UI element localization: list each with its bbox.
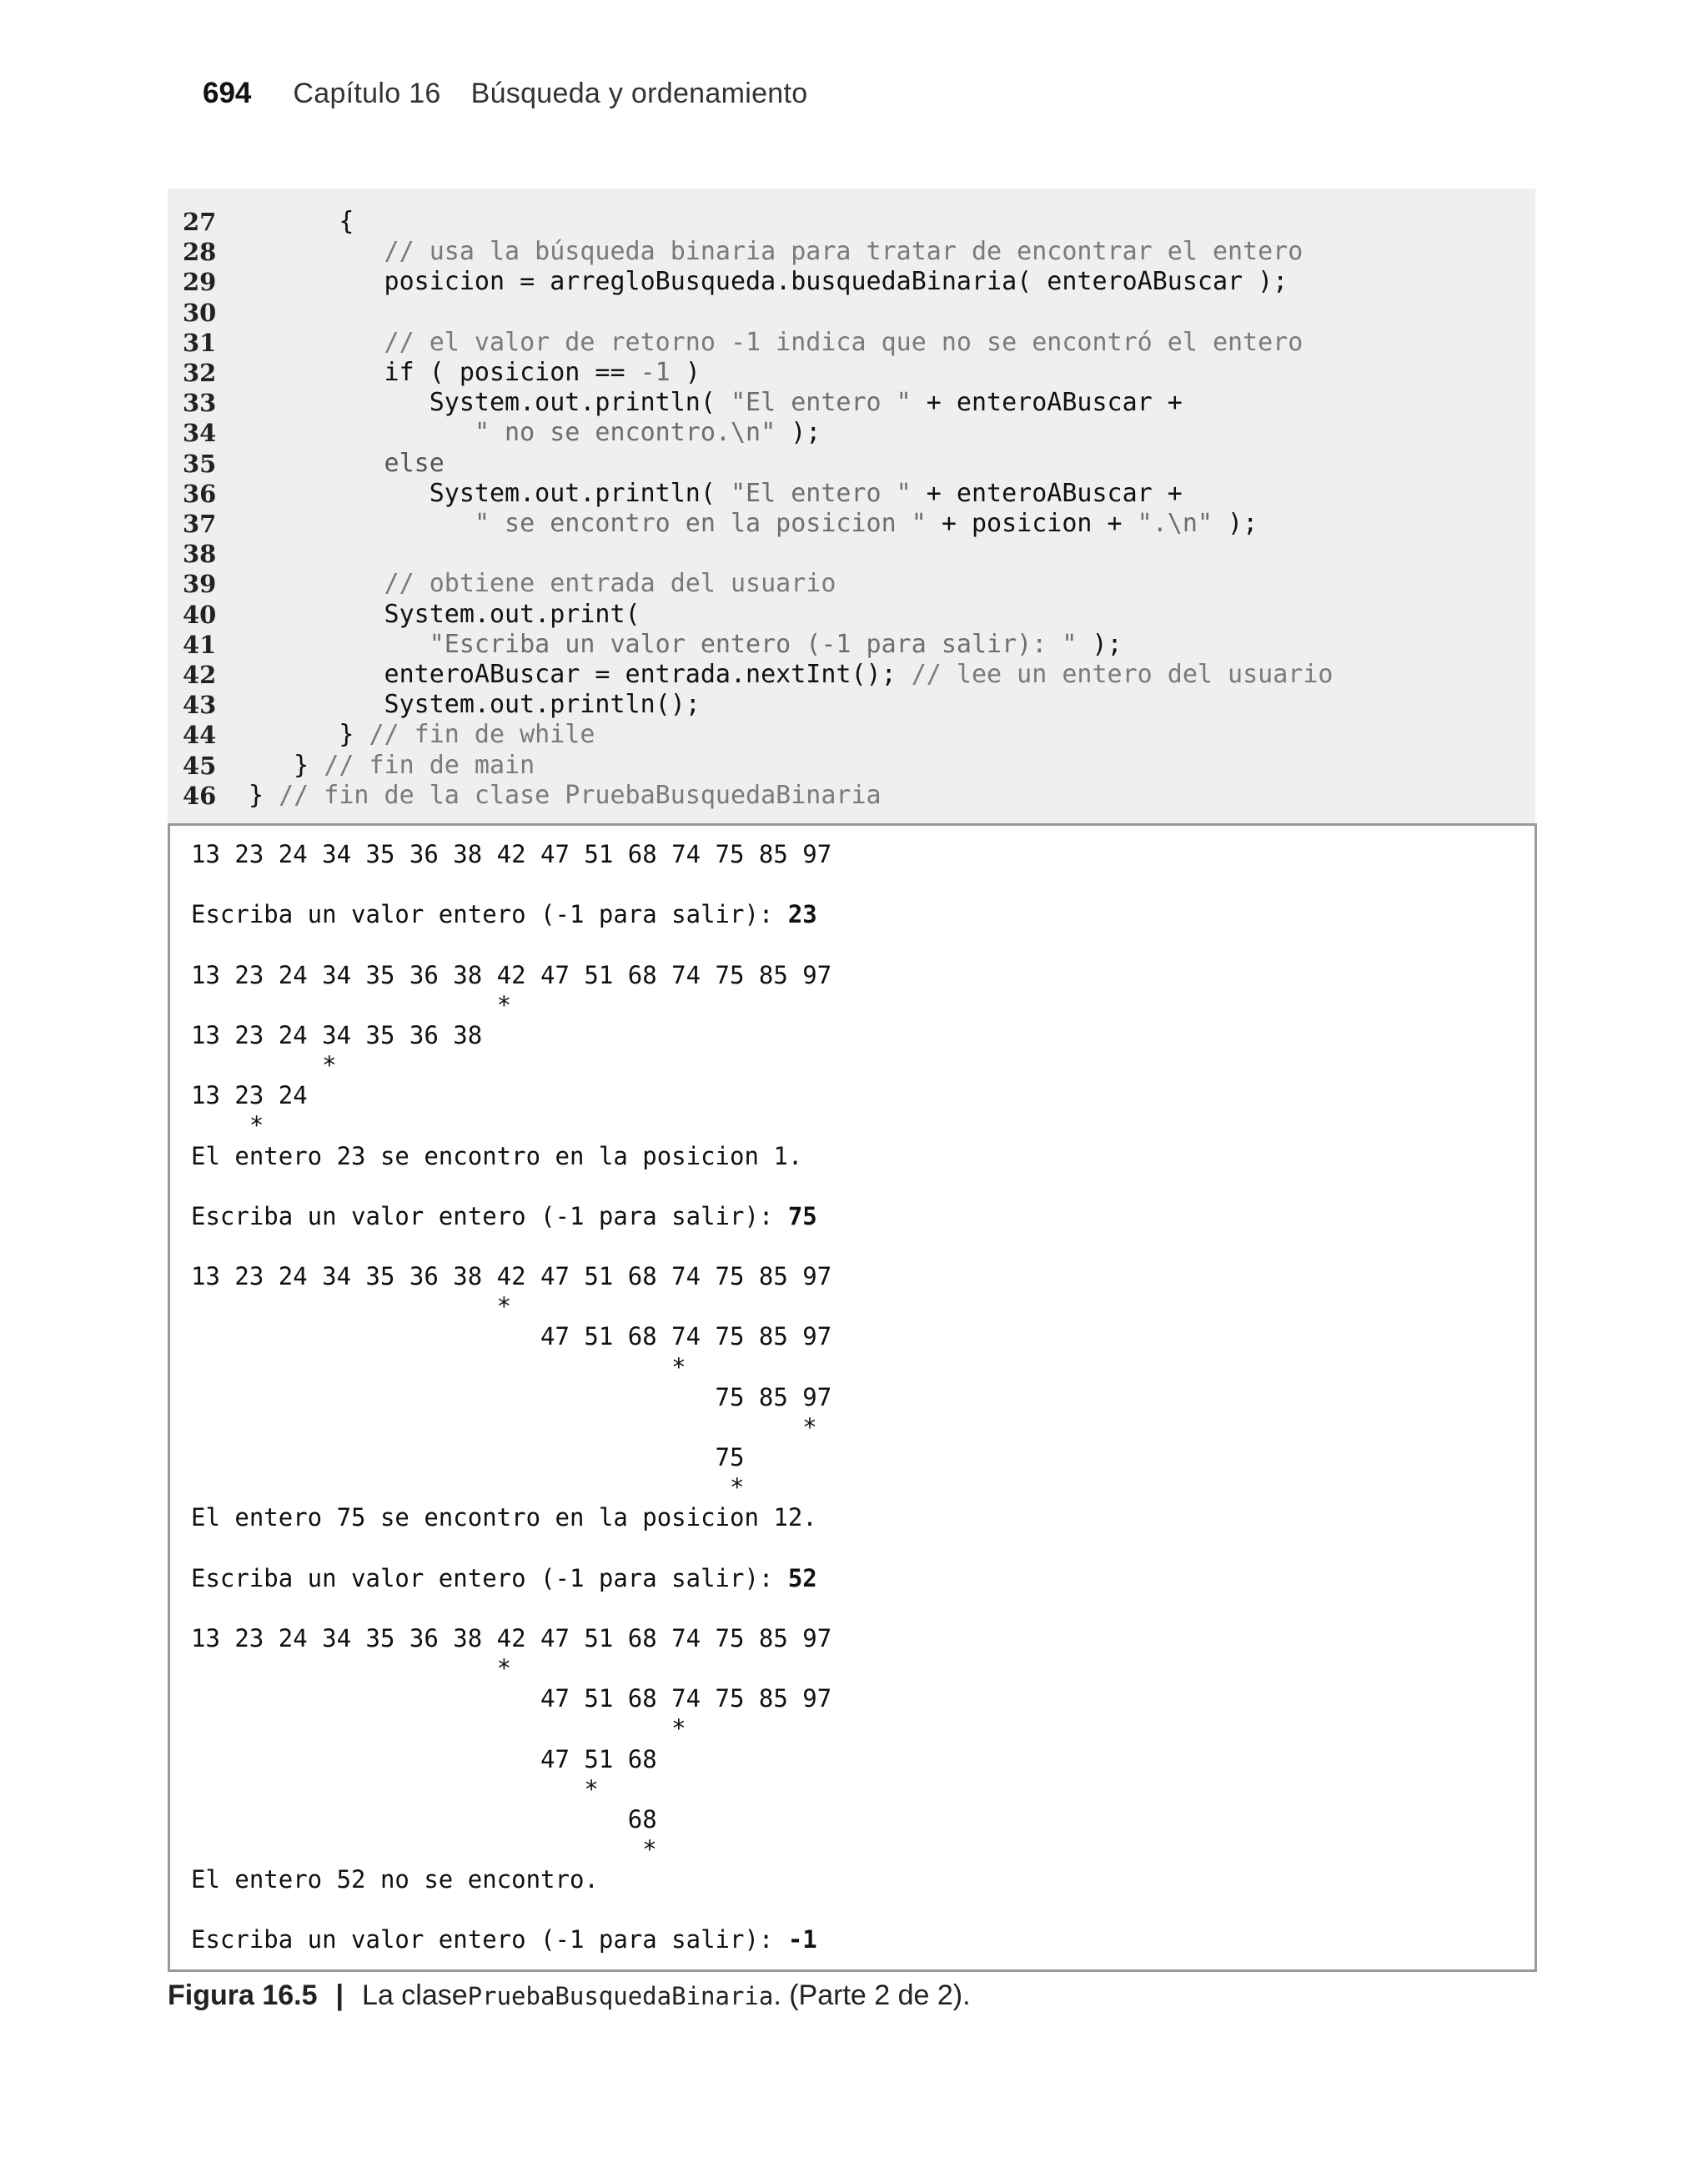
output-text: 47 51 68 bbox=[191, 1744, 657, 1773]
output-line bbox=[191, 1683, 831, 1713]
page-header bbox=[203, 77, 807, 123]
output-line bbox=[191, 1201, 817, 1231]
output-line bbox=[191, 1924, 817, 1954]
output-line bbox=[191, 1050, 337, 1080]
output-text: 13 23 24 bbox=[191, 1081, 308, 1110]
output-text: 13 23 24 34 35 36 38 42 47 51 68 74 75 85 97 bbox=[191, 1623, 832, 1652]
line-number: 31 bbox=[183, 328, 217, 357]
code-token: -1 bbox=[640, 358, 671, 387]
output-line bbox=[191, 1472, 744, 1502]
code-token: // obtiene entrada del usuario bbox=[249, 569, 836, 599]
code-token: System.out.println( bbox=[249, 388, 731, 418]
code-token: "Escriba un valor entero (-1 para salir): " bbox=[249, 629, 1078, 659]
code-token: // lee un entero del usuario bbox=[911, 660, 1334, 689]
line-number: 28 bbox=[183, 238, 217, 267]
code-text bbox=[249, 388, 1183, 418]
code-token: ) bbox=[670, 358, 701, 387]
code-token: // usa la búsqueda binaria para tratar de encontrar el entero bbox=[249, 237, 1304, 267]
output-text: Escriba un valor entero (-1 para salir): bbox=[191, 1201, 788, 1230]
output-line bbox=[191, 1653, 511, 1683]
code-token: "El entero " bbox=[730, 478, 912, 508]
code-text bbox=[249, 418, 821, 448]
user-input-value: -1 bbox=[787, 1925, 817, 1954]
line-number: 44 bbox=[183, 721, 217, 750]
output-line bbox=[191, 1080, 308, 1110]
output-line bbox=[191, 1020, 482, 1050]
line-number: 40 bbox=[183, 600, 217, 629]
output-text: El entero 23 se encontro en la posicion 1. bbox=[191, 1141, 803, 1170]
code-token: " no se encontro.\n" bbox=[474, 418, 776, 448]
caption-label: Figura 16.5 bbox=[168, 1979, 318, 2011]
output-line bbox=[191, 1261, 831, 1291]
line-number: 43 bbox=[183, 691, 217, 720]
output-text: * bbox=[191, 1714, 686, 1743]
code-text bbox=[249, 358, 701, 388]
user-input-value: 52 bbox=[787, 1563, 817, 1592]
code-token: posicion = arregloBusqueda.busquedaBinaria( enteroABuscar ); bbox=[249, 267, 1289, 297]
code-token: System.out.print( bbox=[249, 599, 640, 629]
code-token: "El entero " bbox=[730, 388, 912, 418]
output-line bbox=[191, 1563, 817, 1593]
output-line bbox=[191, 1352, 686, 1382]
output-text: 68 bbox=[191, 1804, 657, 1833]
code-token bbox=[249, 418, 475, 447]
output-text: * bbox=[191, 1352, 686, 1381]
output-text: El entero 52 no se encontro. bbox=[191, 1865, 599, 1894]
code-token: // fin de main bbox=[324, 750, 535, 780]
code-token: ); bbox=[1077, 629, 1123, 659]
output-text: 13 23 24 34 35 36 38 42 47 51 68 74 75 85 97 bbox=[191, 840, 832, 868]
code-listing bbox=[168, 189, 1535, 823]
code-token: System.out.println( bbox=[249, 478, 731, 508]
output-text: 13 23 24 34 35 36 38 bbox=[191, 1020, 483, 1049]
line-number: 42 bbox=[183, 661, 217, 689]
line-number: 27 bbox=[183, 208, 217, 236]
code-text bbox=[249, 479, 1183, 509]
user-input-value: 75 bbox=[787, 1201, 817, 1230]
line-number: 37 bbox=[183, 510, 217, 538]
output-line bbox=[191, 1774, 599, 1804]
code-text bbox=[249, 449, 445, 479]
code-token: System.out.println(); bbox=[249, 690, 701, 720]
line-number: 45 bbox=[183, 751, 217, 780]
chapter-title: Búsqueda y ordenamiento bbox=[470, 78, 808, 109]
output-text: * bbox=[191, 1834, 657, 1864]
code-text bbox=[249, 328, 1303, 358]
line-number: 33 bbox=[183, 389, 217, 418]
code-text bbox=[249, 237, 1303, 267]
code-token: // fin de la clase PruebaBusquedaBinaria bbox=[279, 780, 882, 810]
code-token: ); bbox=[776, 418, 821, 448]
line-number: 39 bbox=[183, 570, 217, 599]
output-text: Escriba un valor entero (-1 para salir): bbox=[191, 1925, 788, 1954]
caption-separator: | bbox=[335, 1979, 344, 2011]
code-token: if ( posicion == bbox=[249, 358, 640, 387]
output-line bbox=[191, 1442, 744, 1472]
output-line bbox=[191, 1110, 264, 1140]
figure-caption bbox=[168, 1979, 971, 2012]
code-token: + enteroABuscar + bbox=[911, 388, 1183, 418]
code-token: else bbox=[249, 448, 445, 478]
code-text bbox=[249, 630, 1123, 660]
page-number: 694 bbox=[203, 77, 252, 109]
output-line bbox=[191, 1713, 686, 1743]
line-number: 32 bbox=[183, 359, 217, 387]
output-text: * bbox=[191, 990, 512, 1019]
code-text bbox=[249, 267, 1288, 297]
code-token: } bbox=[249, 780, 279, 810]
code-token bbox=[249, 509, 475, 538]
output-text: Escriba un valor entero (-1 para salir): bbox=[191, 900, 788, 929]
code-token: // el valor de retorno -1 indica que no se encontró el entero bbox=[249, 327, 1304, 357]
output-line bbox=[191, 1291, 511, 1321]
line-number: 41 bbox=[183, 630, 217, 659]
code-token: + posicion + bbox=[926, 509, 1138, 538]
output-text: 13 23 24 34 35 36 38 42 47 51 68 74 75 85 97 bbox=[191, 960, 832, 989]
output-text: El entero 75 se encontro en la posicion 12. bbox=[191, 1503, 817, 1532]
output-text: * bbox=[191, 1292, 512, 1321]
output-text: * bbox=[191, 1111, 264, 1140]
code-text bbox=[249, 600, 640, 630]
line-number: 36 bbox=[183, 479, 217, 508]
output-line bbox=[191, 839, 831, 869]
output-line bbox=[191, 1864, 599, 1894]
output-line bbox=[191, 1623, 831, 1653]
code-text bbox=[249, 207, 354, 237]
program-output bbox=[168, 823, 1537, 1972]
code-token: ); bbox=[1212, 509, 1258, 538]
line-number: 38 bbox=[183, 540, 217, 569]
line-number: 30 bbox=[183, 298, 217, 327]
code-text bbox=[249, 660, 1333, 690]
caption-class-name: PruebaBusquedaBinaria bbox=[467, 1982, 774, 2010]
line-number: 35 bbox=[183, 449, 217, 478]
code-token: { bbox=[249, 207, 354, 236]
code-token: ".\n" bbox=[1137, 509, 1213, 538]
output-line bbox=[191, 1412, 817, 1442]
output-line bbox=[191, 1834, 657, 1864]
output-line bbox=[191, 960, 831, 990]
code-text bbox=[249, 690, 701, 720]
output-text: * bbox=[191, 1412, 817, 1441]
output-text: 47 51 68 74 75 85 97 bbox=[191, 1684, 832, 1713]
output-text: Escriba un valor entero (-1 para salir): bbox=[191, 1563, 788, 1592]
code-text bbox=[249, 751, 535, 781]
output-text: * bbox=[191, 1051, 337, 1080]
output-line bbox=[191, 1804, 657, 1834]
output-text: * bbox=[191, 1774, 599, 1803]
caption-text-before: La clase bbox=[362, 1979, 468, 2011]
code-token: " se encontro en la posicion " bbox=[474, 509, 927, 538]
code-token: + enteroABuscar + bbox=[911, 478, 1183, 508]
code-token: enteroABuscar = entrada.nextInt(); bbox=[249, 660, 912, 689]
output-line bbox=[191, 1382, 831, 1412]
line-number: 34 bbox=[183, 419, 217, 448]
output-line bbox=[191, 990, 511, 1020]
output-line bbox=[191, 1321, 831, 1351]
output-text: 47 51 68 74 75 85 97 bbox=[191, 1322, 832, 1351]
code-token: } bbox=[249, 750, 324, 780]
output-line bbox=[191, 1502, 817, 1532]
output-text: 13 23 24 34 35 36 38 42 47 51 68 74 75 85 97 bbox=[191, 1262, 832, 1291]
caption-text-after: . (Parte 2 de 2). bbox=[773, 1979, 971, 2011]
line-number: 29 bbox=[183, 268, 217, 297]
code-text bbox=[249, 781, 882, 811]
code-text bbox=[249, 720, 595, 750]
chapter-label: Capítulo 16 bbox=[293, 78, 441, 109]
output-text: 75 bbox=[191, 1443, 745, 1471]
output-text: 75 85 97 bbox=[191, 1382, 832, 1411]
code-token: } bbox=[249, 720, 369, 750]
output-text: * bbox=[191, 1654, 512, 1683]
code-token: // fin de while bbox=[369, 720, 595, 750]
output-line bbox=[191, 1141, 802, 1171]
code-text bbox=[249, 569, 836, 599]
output-line bbox=[191, 899, 817, 929]
line-number: 46 bbox=[183, 781, 217, 810]
user-input-value: 23 bbox=[787, 900, 817, 929]
code-text bbox=[249, 509, 1258, 539]
output-text: * bbox=[191, 1473, 745, 1502]
output-line bbox=[191, 1744, 657, 1774]
